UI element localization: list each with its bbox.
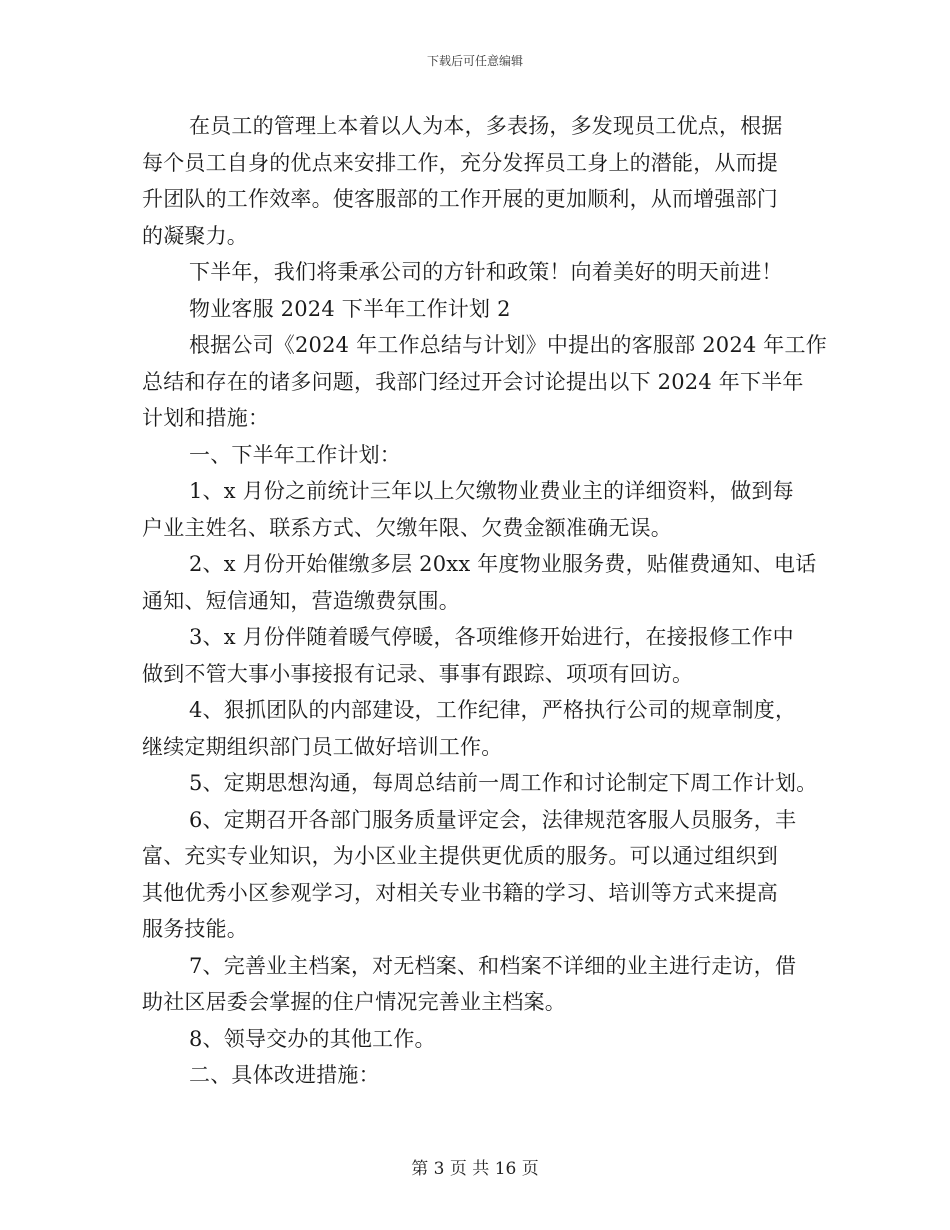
text-line: 4、狠抓团队的内部建设，工作纪律，严格执行公司的规章制度，: [189, 698, 797, 722]
text-line: 户业主姓名、联系方式、欠缴年限、欠费金额准确无误。: [142, 515, 672, 540]
text-line: 在员工的管理上本着以人为本，多表扬，多发现员工优点，根据: [189, 114, 783, 138]
text-line: 下半年，我们将秉承公司的方针和政策！向着美好的明天前进！: [189, 260, 783, 284]
text-line: 一、下半年工作计划：: [189, 442, 401, 467]
text-line: 6、定期召开各部门服务质量评定会，法律规范客服人员服务，丰: [189, 807, 797, 832]
text-line: 根据公司《2024 年工作总结与计划》中提出的客服部 2024 年工作: [189, 333, 827, 357]
text-line: 助社区居委会掌握的住户情况完善业主档案。: [142, 990, 566, 1014]
text-line: 物业客服 2024 下半年工作计划 2: [189, 296, 511, 321]
text-line: 总结和存在的诸多问题，我部门经过开会讨论提出以下 2024 年下半年: [142, 369, 804, 394]
document-body: [142, 108, 827, 1094]
text-line: 1、x 月份之前统计三年以上欠缴物业费业主的详细资料，做到每: [189, 479, 794, 503]
page-header: 下载后可任意编辑: [426, 54, 523, 68]
text-line: 每个员工自身的优点来安排工作，充分发挥员工身上的潜能，从而提: [142, 150, 778, 175]
text-line: 通知、短信通知，营造缴费氛围。: [142, 588, 460, 613]
text-line: 做到不管大事小事接报有记录、事事有跟踪、项项有回访。: [142, 661, 694, 686]
text-line: 5、定期思想沟通，每周总结前一周工作和讨论制定下周工作计划。: [189, 771, 818, 795]
text-line: 其他优秀小区参观学习，对相关专业书籍的学习、培训等方式来提高: [142, 880, 778, 905]
text-line: 计划和措施：: [142, 406, 270, 430]
text-line: 的凝聚力。: [142, 223, 248, 248]
text-line: 服务技能。: [142, 917, 248, 941]
text-line: 升团队的工作效率。使客服部的工作开展的更加顺利，从而增强部门: [142, 187, 778, 211]
text-line: 3、x 月份伴随着暖气停暖，各项维修开始进行，在接报修工作中: [189, 625, 794, 649]
text-line: 富、充实专业知识，为小区业主提供更优质的服务。可以通过组织到: [142, 844, 778, 868]
text-line: 8、领导交办的其他工作。: [189, 1026, 436, 1051]
text-line: 二、具体改进措施：: [189, 1063, 380, 1087]
text-line: 继续定期组织部门员工做好培训工作。: [142, 734, 503, 759]
page-footer: 第 3 页 共 16 页: [411, 1159, 539, 1179]
text-line: 2、x 月份开始催缴多层 20xx 年度物业服务费，贴催费通知、电话: [189, 552, 817, 576]
text-line: 7、完善业主档案，对无档案、和档案不详细的业主进行走访，借: [189, 953, 797, 978]
